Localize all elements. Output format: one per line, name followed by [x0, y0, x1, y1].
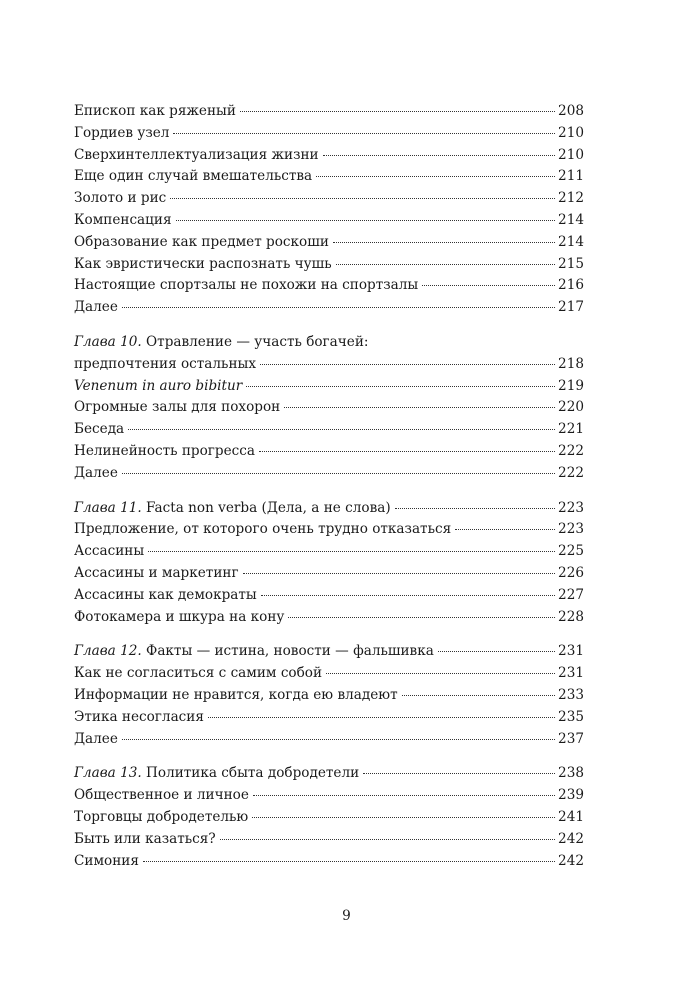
toc-page-number: 222 [558, 464, 584, 481]
toc-entry-text: Как эвристически распознать чушь [74, 255, 332, 272]
toc-entry-text: Сверхинтеллектуализация жизни [74, 146, 319, 163]
toc-entry-text: Facta non verba (Дела, а не слова) [141, 499, 391, 516]
dot-leader [253, 795, 555, 796]
toc-page-number: 220 [558, 399, 584, 416]
dot-leader [260, 364, 555, 365]
toc-entry-title [74, 297, 118, 319]
toc-entry-text: Компенсация [74, 211, 172, 228]
dot-leader [363, 773, 555, 774]
dot-leader [333, 242, 555, 243]
toc-page-number: 212 [558, 190, 584, 207]
toc-page-number: 222 [558, 442, 584, 459]
dot-leader [128, 429, 555, 430]
toc-entry-title [74, 729, 118, 751]
toc-entry-title [74, 563, 239, 585]
toc-entry-title [74, 441, 255, 463]
toc-page-number: 210 [558, 146, 584, 163]
toc-group [74, 763, 584, 872]
dot-leader [143, 861, 555, 862]
toc-entry-title [74, 685, 398, 707]
toc-entry-text: Далее [74, 464, 118, 481]
toc-entry [74, 663, 584, 685]
toc-entry-title [74, 541, 144, 563]
dot-leader [422, 285, 555, 286]
toc-entry [74, 441, 584, 463]
toc-entry [74, 254, 584, 276]
toc-entry-italic: Глава 11. [74, 499, 142, 516]
toc-page-number: 217 [558, 299, 584, 316]
toc-entry-text: Гордиев узел [74, 124, 170, 141]
toc-entry-text: Золото и рис [74, 190, 167, 207]
dot-leader [122, 307, 555, 308]
toc-entry [74, 210, 584, 232]
toc-entry-text: Этика несогласия [74, 708, 204, 725]
toc-entry-title [74, 166, 312, 188]
toc-entry [74, 123, 584, 145]
toc-entry-title [74, 785, 249, 807]
dot-leader [336, 264, 555, 265]
toc-entry-text: Политика сбыта добродетели [141, 765, 360, 782]
toc-entry-title [74, 254, 332, 276]
toc-entry [74, 188, 584, 210]
toc-entry [74, 641, 584, 663]
dot-leader [261, 595, 555, 596]
toc-entry-title [74, 332, 368, 354]
toc-page-number: 239 [558, 787, 584, 804]
toc-entry-title [74, 210, 172, 232]
dot-leader [395, 508, 555, 509]
dot-leader [455, 529, 555, 530]
toc-entry [74, 145, 584, 167]
toc-entry-title [74, 641, 434, 663]
toc-entry-title [74, 807, 248, 829]
dot-leader [316, 176, 555, 177]
toc-entry-title [74, 763, 359, 785]
toc-entry-title [74, 101, 236, 123]
toc-entry [74, 585, 584, 607]
toc-entry-title [74, 585, 257, 607]
dot-leader [240, 111, 555, 112]
toc-entry-title [74, 232, 329, 254]
dot-leader [220, 839, 555, 840]
toc-entry-text: Ассасины и маркетинг [74, 564, 239, 581]
toc-entry-italic: Venenum in auro bibitur [74, 377, 243, 394]
toc-entry [74, 541, 584, 563]
toc-entry-title [74, 145, 319, 167]
toc-entry-text: Информации не нравится, когда ею владеют [74, 686, 398, 703]
toc-entry [74, 729, 584, 751]
toc-entry-text: Настоящие спортзалы не похожи на спортзалы [74, 277, 419, 294]
dot-leader [122, 473, 555, 474]
toc-page-number: 214 [558, 233, 584, 250]
toc-group [74, 101, 584, 319]
toc-page-number: 211 [558, 168, 584, 185]
toc-entry [74, 166, 584, 188]
toc-entry [74, 563, 584, 585]
toc-entry-text: Еще один случай вмешательства [74, 168, 313, 185]
toc-page-number: 227 [558, 586, 584, 603]
toc-page-number: 242 [558, 852, 584, 869]
toc-page-number: 219 [558, 377, 584, 394]
toc-page-number: 235 [558, 708, 584, 725]
toc-entry-title [74, 663, 322, 685]
toc-entry [74, 707, 584, 729]
toc-entry [74, 354, 584, 376]
toc-entry-title [74, 707, 204, 729]
chapter-title: Отравление — участь богачей: [141, 333, 369, 350]
toc-group [74, 498, 584, 629]
toc-entry-title [74, 419, 124, 441]
dot-leader [243, 573, 555, 574]
chapter-label: Глава 10. [74, 333, 142, 350]
toc-page-number: 223 [558, 499, 584, 516]
toc-page-number: 208 [558, 103, 584, 119]
toc-entry-text: Общественное и личное [74, 787, 249, 804]
toc-entry-title [74, 463, 118, 485]
toc-entry-text: Нелинейность прогресса [74, 442, 256, 459]
toc-entry-text: Быть или казаться? [74, 830, 216, 847]
toc-page-number: 241 [558, 808, 584, 825]
toc-page-number: 226 [558, 564, 584, 581]
toc-page-number: 237 [558, 730, 584, 747]
toc-entry-title [74, 607, 284, 629]
toc-page-number: 225 [558, 543, 584, 560]
toc-chapter-heading [74, 332, 584, 354]
toc-group [74, 641, 584, 750]
toc-entry-text: Беседа [74, 421, 125, 438]
toc-page-number: 221 [558, 421, 584, 438]
toc-entry-text: Симония [74, 852, 139, 869]
toc-entry-italic: Глава 12. [74, 643, 142, 660]
toc-entry-text: Предложение, от которого очень трудно отказаться [74, 521, 452, 538]
toc-entry-title [74, 397, 280, 419]
page-number: 9 [342, 908, 351, 924]
toc-entry [74, 275, 584, 297]
dot-leader [170, 198, 555, 199]
dot-leader [176, 220, 556, 221]
toc-entry [74, 232, 584, 254]
toc-page-number: 216 [558, 277, 584, 294]
toc-page-number: 214 [558, 211, 584, 228]
dot-leader [323, 155, 555, 156]
dot-leader [259, 451, 555, 452]
toc-page-number: 231 [558, 665, 584, 682]
toc-entry-title [74, 519, 451, 541]
dot-leader [252, 817, 555, 818]
toc-entry [74, 498, 584, 520]
toc-entry-text: Образование как предмет роскоши [74, 233, 329, 250]
toc-entry [74, 829, 584, 851]
toc-page-number: 218 [558, 355, 584, 372]
toc-entry-italic: Глава 13. [74, 765, 142, 782]
toc-entry-text: Далее [74, 730, 118, 747]
toc-entry-text: Торговцы добродетелью [74, 808, 249, 825]
toc-entry-title [74, 188, 166, 210]
dot-leader [208, 717, 555, 718]
dot-leader [284, 407, 555, 408]
dot-leader [438, 651, 555, 652]
toc-entry-title [74, 851, 139, 873]
dot-leader [402, 695, 555, 696]
toc-entry [74, 419, 584, 441]
dot-leader [326, 673, 555, 674]
dot-leader [122, 739, 555, 740]
toc-entry-title [74, 498, 391, 520]
toc-entry-title [74, 376, 242, 398]
toc-entry-text: Факты — истина, новости — фальшивка [141, 643, 434, 660]
toc-entry-text: Далее [74, 299, 118, 316]
table-of-contents [74, 101, 584, 872]
toc-entry-title [74, 275, 418, 297]
toc-entry [74, 763, 584, 785]
toc-entry-text: Епископ как ряженый [74, 103, 236, 119]
toc-entry [74, 607, 584, 629]
dot-leader [288, 617, 555, 618]
toc-page-number: 238 [558, 765, 584, 782]
toc-entry-text: предпочтения остальных [74, 355, 256, 372]
toc-entry [74, 101, 584, 123]
toc-entry [74, 297, 584, 319]
toc-page-number: 215 [558, 255, 584, 272]
toc-entry-title [74, 829, 216, 851]
toc-entry-title [74, 123, 169, 145]
toc-entry [74, 519, 584, 541]
toc-group [74, 332, 584, 485]
toc-page-number: 231 [558, 643, 584, 660]
toc-entry-text: Ассасины как демократы [74, 586, 257, 603]
toc-entry-text: Как не согласиться с самим собой [74, 665, 323, 682]
toc-entry [74, 685, 584, 707]
toc-entry [74, 785, 584, 807]
dot-leader [246, 386, 555, 387]
toc-entry-title [74, 354, 256, 376]
toc-entry [74, 463, 584, 485]
toc-page-number: 210 [558, 124, 584, 141]
toc-page-number: 242 [558, 830, 584, 847]
toc-entry-text: Огромные залы для похорон [74, 399, 281, 416]
toc-page-number: 223 [558, 521, 584, 538]
toc-entry [74, 397, 584, 419]
dot-leader [148, 551, 555, 552]
toc-page-number: 228 [558, 608, 584, 625]
toc-entry-text: Фотокамера и шкура на кону [74, 608, 285, 625]
toc-entry-text: Ассасины [74, 543, 145, 560]
toc-entry [74, 851, 584, 873]
toc-page-number: 233 [558, 686, 584, 703]
toc-entry [74, 807, 584, 829]
toc-entry [74, 376, 584, 398]
dot-leader [173, 133, 555, 134]
